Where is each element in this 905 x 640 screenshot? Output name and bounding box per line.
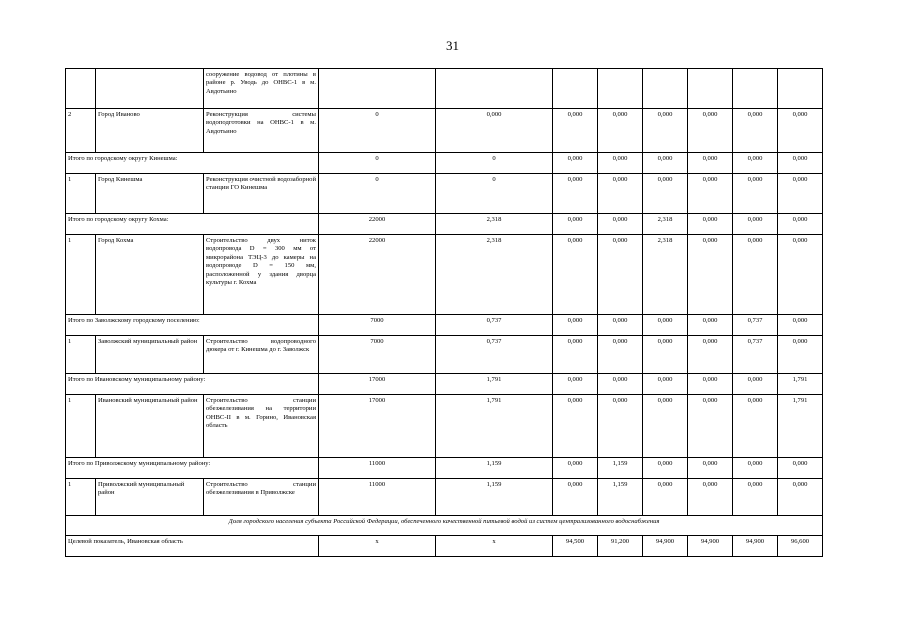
- cell-v1: 0: [319, 109, 436, 153]
- cell-y4: 0,000: [688, 174, 733, 214]
- cell-v2: 0,737: [436, 315, 553, 336]
- cell-v2: 1,159: [436, 479, 553, 516]
- cell-y3: 0,000: [643, 336, 688, 374]
- cell-y5: 0,000: [733, 174, 778, 214]
- cell-y5: 0,737: [733, 315, 778, 336]
- cell-y1: 0,000: [553, 109, 598, 153]
- cell-y1: 0,000: [553, 374, 598, 395]
- cell-y3: 94,900: [643, 536, 688, 557]
- cell-y6: 96,600: [778, 536, 823, 557]
- cell-y5: 0,000: [733, 395, 778, 458]
- cell-y5: 0,000: [733, 458, 778, 479]
- cell-place: Город Кинешма: [96, 174, 204, 214]
- section-heading-row: [66, 516, 823, 536]
- cell-y1: 0,000: [553, 315, 598, 336]
- cell-y2: 0,000: [598, 374, 643, 395]
- cell-y2: 1,159: [598, 479, 643, 516]
- cell-y2: 1,159: [598, 458, 643, 479]
- cell-y1: 94,500: [553, 536, 598, 557]
- cell-y5: 0,000: [733, 374, 778, 395]
- table-row: [66, 336, 823, 374]
- cell-y6: 0,000: [778, 336, 823, 374]
- subtotal-row: [66, 374, 823, 395]
- table-row: [66, 395, 823, 458]
- cell-y6: 0,000: [778, 174, 823, 214]
- cell-y2: 0,000: [598, 109, 643, 153]
- cell-y1: 0,000: [553, 174, 598, 214]
- cell-y2: 0,000: [598, 235, 643, 315]
- cell-y5: 0,000: [733, 153, 778, 174]
- cell-y6: 0,000: [778, 214, 823, 235]
- cell-y5: 0,000: [733, 109, 778, 153]
- target-row: [66, 536, 823, 557]
- cell-num: 2: [66, 109, 96, 153]
- cell-v2: 0,737: [436, 336, 553, 374]
- cell-v1: [319, 69, 436, 109]
- cell-place: Приволжский муниципальный район: [96, 479, 204, 516]
- table-row: [66, 174, 823, 214]
- cell-subtotal-label: Итого по Ивановскому муниципальному району:: [66, 374, 319, 395]
- cell-desc: Строительство станции обезжелезивания на территории ОНВС-II в м. Горино, Ивановская область: [204, 395, 319, 458]
- page-number: 31: [446, 38, 459, 53]
- cell-desc: Строительство двух ниток водопровода D = 300 мм от микрорайона ТЭЦ-3 до камеры на водопроводе D = 150 мм, расположенной у здания дворца культуры г. Кохма: [204, 235, 319, 315]
- cell-y6: 1,791: [778, 374, 823, 395]
- cell-y3: 0,000: [643, 374, 688, 395]
- cell-v1: 17000: [319, 395, 436, 458]
- cell-y4: 0,000: [688, 153, 733, 174]
- cell-subtotal-label: Итого по Приволжскому муниципальному району:: [66, 458, 319, 479]
- cell-v1: 22000: [319, 235, 436, 315]
- cell-v2: 0: [436, 153, 553, 174]
- cell-v1: 11000: [319, 479, 436, 516]
- cell-y3: 2,318: [643, 214, 688, 235]
- cell-y5: 0,737: [733, 336, 778, 374]
- cell-y4: 0,000: [688, 458, 733, 479]
- cell-y1: [553, 69, 598, 109]
- table-row: [66, 479, 823, 516]
- cell-v2: 1,159: [436, 458, 553, 479]
- cell-num: 1: [66, 174, 96, 214]
- cell-subtotal-label: Итого по городскому округу Кинешма:: [66, 153, 319, 174]
- cell-v2: 0,000: [436, 109, 553, 153]
- cell-num: 1: [66, 336, 96, 374]
- cell-place: Город Иваново: [96, 109, 204, 153]
- cell-num: [66, 69, 96, 109]
- cell-y1: 0,000: [553, 458, 598, 479]
- cell-v2: 0: [436, 174, 553, 214]
- cell-y5: 94,900: [733, 536, 778, 557]
- cell-y2: 0,000: [598, 336, 643, 374]
- cell-y4: 0,000: [688, 395, 733, 458]
- cell-y6: [778, 69, 823, 109]
- cell-v2: 2,318: [436, 235, 553, 315]
- cell-desc: Реконструкция очистной водозаборной станции ГО Кинешма: [204, 174, 319, 214]
- table-row: [66, 235, 823, 315]
- cell-v1: 11000: [319, 458, 436, 479]
- cell-v1: 22000: [319, 214, 436, 235]
- cell-desc: сооружение водовод от плотины в районе р. Уводь до ОНВС-1 в м. Авдотьино: [204, 69, 319, 109]
- cell-y3: 0,000: [643, 395, 688, 458]
- cell-y1: 0,000: [553, 153, 598, 174]
- cell-y2: 0,000: [598, 315, 643, 336]
- cell-v1: 0: [319, 174, 436, 214]
- subtotal-row: [66, 458, 823, 479]
- cell-v1: 7000: [319, 315, 436, 336]
- cell-y5: [733, 69, 778, 109]
- cell-v2: [436, 69, 553, 109]
- cell-subtotal-label: Итого по Заволжскому городскому поселению:: [66, 315, 319, 336]
- cell-y3: 0,000: [643, 174, 688, 214]
- cell-y6: 0,000: [778, 153, 823, 174]
- cell-y1: 0,000: [553, 395, 598, 458]
- cell-y6: 0,000: [778, 315, 823, 336]
- cell-y2: 0,000: [598, 174, 643, 214]
- cell-y6: 0,000: [778, 235, 823, 315]
- cell-v2: 2,318: [436, 214, 553, 235]
- cell-y1: 0,000: [553, 235, 598, 315]
- cell-y1: 0,000: [553, 479, 598, 516]
- cell-v1: 7000: [319, 336, 436, 374]
- cell-y2: 0,000: [598, 214, 643, 235]
- cell-y4: 0,000: [688, 214, 733, 235]
- cell-num: 1: [66, 479, 96, 516]
- cell-y6: 1,791: [778, 395, 823, 458]
- cell-y4: 0,000: [688, 315, 733, 336]
- cell-desc: Строительство станции обезжелезивания в Приволжске: [204, 479, 319, 516]
- table-row: [66, 109, 823, 153]
- subtotal-row: [66, 315, 823, 336]
- cell-y1: 0,000: [553, 336, 598, 374]
- cell-y3: 2,318: [643, 235, 688, 315]
- cell-y4: 0,000: [688, 336, 733, 374]
- cell-y2: 91,200: [598, 536, 643, 557]
- cell-y3: [643, 69, 688, 109]
- cell-y5: 0,000: [733, 479, 778, 516]
- cell-y4: 94,900: [688, 536, 733, 557]
- cell-subtotal-label: Итого по городскому округу Кохма:: [66, 214, 319, 235]
- cell-y3: 0,000: [643, 153, 688, 174]
- cell-y1: 0,000: [553, 214, 598, 235]
- cell-place: Ивановский муниципальный район: [96, 395, 204, 458]
- cell-v2: 1,791: [436, 374, 553, 395]
- cell-y5: 0,000: [733, 235, 778, 315]
- cell-place: Город Кохма: [96, 235, 204, 315]
- cell-y5: 0,000: [733, 214, 778, 235]
- cell-y4: 0,000: [688, 374, 733, 395]
- cell-y2: [598, 69, 643, 109]
- cell-place: Заволжский муниципальный район: [96, 336, 204, 374]
- cell-v1: х: [319, 536, 436, 557]
- cell-v1: 17000: [319, 374, 436, 395]
- cell-y2: 0,000: [598, 153, 643, 174]
- cell-y3: 0,000: [643, 315, 688, 336]
- cell-y6: 0,000: [778, 479, 823, 516]
- cell-v1: 0: [319, 153, 436, 174]
- section-heading: Доля городского населения субъекта Российской Федерации, обеспеченного качественной питьевой водой из систем централизованного водоснабжения: [66, 516, 823, 536]
- subtotal-row: [66, 214, 823, 235]
- cell-y2: 0,000: [598, 395, 643, 458]
- cell-num: 1: [66, 235, 96, 315]
- cell-y6: 0,000: [778, 109, 823, 153]
- target-label: Целевой показатель, Ивановская область: [66, 536, 319, 557]
- cell-y4: 0,000: [688, 479, 733, 516]
- cell-v2: х: [436, 536, 553, 557]
- subtotal-row: [66, 153, 823, 174]
- investment-table: [65, 68, 823, 557]
- cell-desc: Реконструкция системы водоподготовки на ОНВС-1 в м. Авдотьино: [204, 109, 319, 153]
- cell-y4: 0,000: [688, 109, 733, 153]
- cell-y4: [688, 69, 733, 109]
- cell-y3: 0,000: [643, 458, 688, 479]
- cell-place: [96, 69, 204, 109]
- cell-desc: Строительство водопроводного дюкера от г. Кинешма до г. Заволжск: [204, 336, 319, 374]
- cell-y3: 0,000: [643, 479, 688, 516]
- continuation-row: [66, 69, 823, 109]
- cell-y6: 0,000: [778, 458, 823, 479]
- cell-y4: 0,000: [688, 235, 733, 315]
- cell-num: 1: [66, 395, 96, 458]
- cell-v2: 1,791: [436, 395, 553, 458]
- cell-y3: 0,000: [643, 109, 688, 153]
